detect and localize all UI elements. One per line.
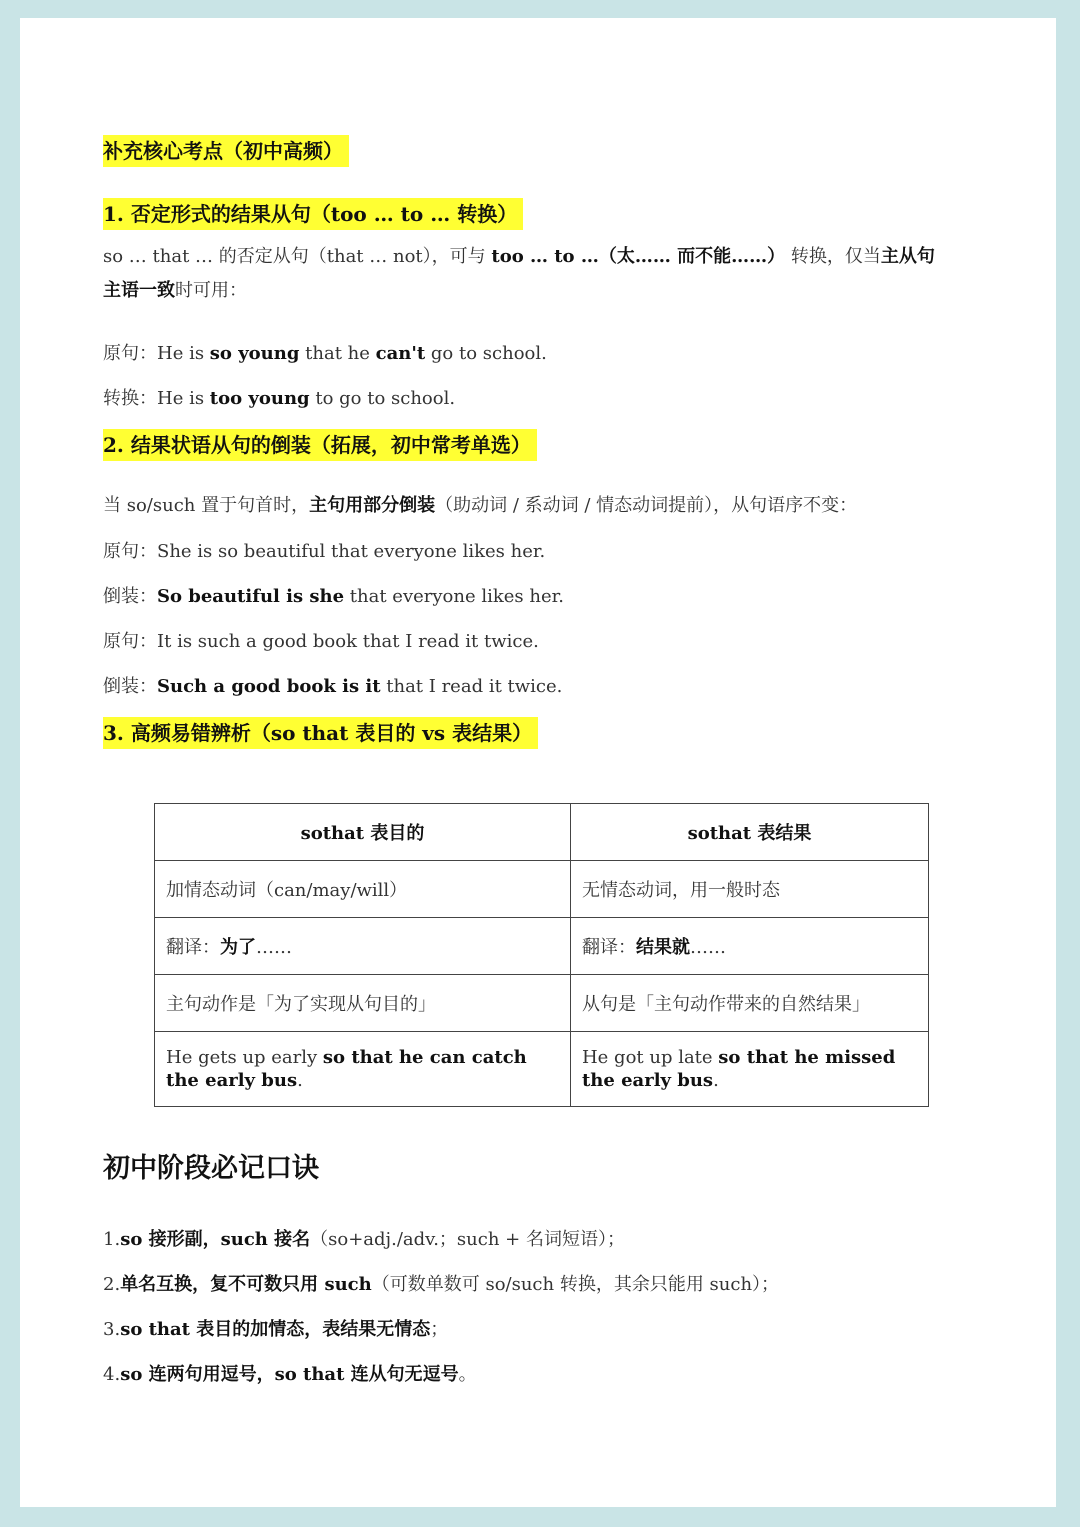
- section-2-example-3: [103, 628, 539, 656]
- text-run: It is such a good book that I read it twice.: [157, 631, 539, 652]
- example-label: 转换：: [103, 388, 157, 409]
- section-1-title-text: 1. 否定形式的结果从句（too … to … 转换）: [103, 198, 523, 230]
- text-run-bold: so 接形副，such 接名: [120, 1229, 311, 1250]
- text-run: He is: [157, 343, 210, 364]
- example-label: 原句：: [103, 541, 157, 562]
- table-cell: 从句是「主句动作带来的自然结果」: [570, 975, 928, 1032]
- text-run: 。: [458, 1364, 477, 1385]
- text-run-bold: 为了: [220, 937, 256, 958]
- main-heading: [103, 135, 349, 167]
- section-1-example-1: [103, 340, 547, 368]
- table-cell: [155, 1032, 571, 1107]
- table-row: [155, 918, 929, 975]
- text-run-bold: 主语一致: [103, 280, 175, 301]
- table-cell: 无情态动词，用一般时态: [570, 861, 928, 918]
- text-run: 4.: [103, 1364, 121, 1385]
- mnemonic-rule-3: [103, 1316, 448, 1344]
- text-run: go to school.: [425, 343, 547, 364]
- text-run: 翻译：: [166, 937, 220, 958]
- text-run: ……: [689, 937, 726, 958]
- example-label: 倒装：: [103, 676, 157, 697]
- text-run-bold: so that he can catch the early bus: [166, 1047, 527, 1091]
- text-run: 转换，仅当: [785, 246, 881, 267]
- section-2-example-2: [103, 583, 564, 611]
- table-cell: [570, 1032, 928, 1107]
- example-label: 原句：: [103, 631, 157, 652]
- main-heading-text: 补充核心考点（初中高频）: [103, 135, 349, 167]
- section-1-paragraph: [103, 240, 993, 308]
- text-run-bold: 主句用部分倒装: [309, 495, 436, 516]
- text-run: that he: [299, 343, 376, 364]
- text-run: ……: [256, 937, 292, 958]
- text-run-bold: 单名互换，复不可数只用 such: [120, 1274, 372, 1295]
- text-run-bold: 结果就: [635, 937, 690, 958]
- text-run: 当 so/such 置于句首时，: [103, 495, 310, 516]
- text-run: （助动词 / 系动词 / 情态动词提前），从句语序不变：: [435, 495, 858, 516]
- text-run: ；: [430, 1319, 449, 1340]
- text-run-bold: Such a good book is it: [157, 676, 381, 697]
- text-run: .: [713, 1070, 719, 1091]
- text-run-bold: so 连两句用逗号，so that 连从句无逗号: [120, 1364, 459, 1385]
- text-run: .: [297, 1070, 303, 1091]
- table-row: [155, 1032, 929, 1107]
- section-2-example-4: [103, 673, 562, 701]
- text-run: 1.: [103, 1229, 121, 1250]
- section-3-title-text: 3. 高频易错辨析（so that 表目的 vs 表结果）: [103, 717, 538, 749]
- mnemonic-heading: 初中阶段必记口诀: [103, 1153, 319, 1184]
- text-run: （可数单数可 so/such 转换，其余只能用 such）；: [371, 1274, 780, 1295]
- text-run-bold: too young: [209, 388, 310, 409]
- text-run: 时可用：: [175, 280, 247, 301]
- table-cell: 主句动作是「为了实现从句目的」: [155, 975, 571, 1032]
- text-run-bold: too … to …（太…… 而不能……）: [491, 246, 786, 267]
- example-label: 原句：: [103, 343, 157, 364]
- table-row: [155, 975, 929, 1032]
- table-row: [155, 861, 929, 918]
- text-run: He gets up early: [166, 1047, 323, 1068]
- section-3-title: [103, 717, 538, 749]
- text-run: 3.: [103, 1319, 121, 1340]
- section-2-title: [103, 429, 537, 461]
- table-header-row: [155, 804, 929, 861]
- mnemonic-rule-1: [103, 1226, 625, 1254]
- text-run-bold: so that 表目的加情态，表结果无情态: [120, 1319, 431, 1340]
- section-1-title: [103, 198, 523, 230]
- text-run: that everyone likes her.: [344, 586, 564, 607]
- text-run: （so+adj./adv.；such + 名词短语）；: [310, 1229, 625, 1250]
- table-cell: 加情态动词（can/may/will）: [155, 861, 571, 918]
- table-header-purpose: sothat 表目的: [155, 804, 571, 861]
- table-cell: [155, 918, 571, 975]
- document-page: [20, 18, 1056, 1507]
- text-run: He got up late: [581, 1047, 719, 1068]
- text-run-bold: so young: [209, 343, 300, 364]
- text-run: so … that … 的否定从句（that … not），可与: [103, 246, 492, 267]
- text-run-bold: so that he missed the early bus: [581, 1047, 896, 1091]
- text-run: 翻译：: [581, 937, 636, 958]
- section-2-title-text: 2. 结果状语从句的倒装（拓展，初中常考单选）: [103, 429, 537, 461]
- text-run: to go to school.: [309, 388, 456, 409]
- text-run-bold: can't: [375, 343, 426, 364]
- section-1-example-2: [103, 385, 455, 413]
- comparison-table: [154, 803, 929, 1107]
- table-cell: [570, 918, 928, 975]
- text-run-bold: So beautiful is she: [157, 586, 345, 607]
- example-label: 倒装：: [103, 586, 157, 607]
- text-run: 2.: [103, 1274, 121, 1295]
- mnemonic-rule-4: [103, 1361, 477, 1389]
- text-run-bold: 主从句: [880, 246, 935, 267]
- table-header-result: sothat 表结果: [570, 804, 928, 861]
- text-run: that I read it twice.: [380, 676, 563, 697]
- text-run: He is: [157, 388, 210, 409]
- text-run: She is so beautiful that everyone likes her.: [157, 541, 546, 562]
- mnemonic-rule-2: [103, 1271, 779, 1299]
- section-2-paragraph: [103, 492, 857, 520]
- section-2-example-1: [103, 538, 545, 566]
